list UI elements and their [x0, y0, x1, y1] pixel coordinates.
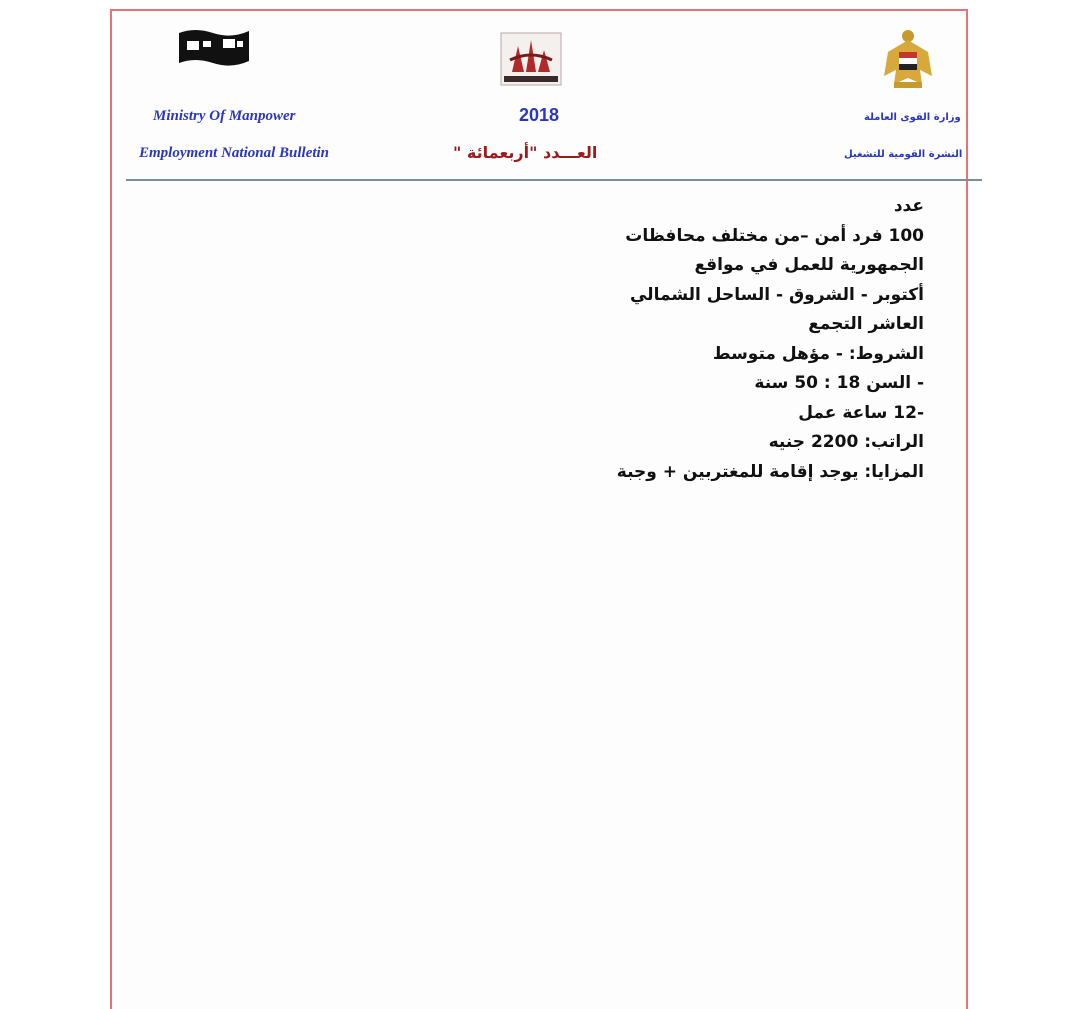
ad-line-benefits: المزايا: يوجد إقامة للمغتربين + وجبة — [616, 461, 924, 482]
ad-line-cities-2: العاشر التجمع — [808, 314, 924, 334]
bulletin-title-en: Employment National Bulletin — [139, 145, 330, 161]
ad-line-salary: الراتب: 2200 جنيه — [768, 432, 924, 452]
ad-line-cities: أكتوبر - الشروق - الساحل الشمالي — [629, 284, 924, 305]
flag-emblem-icon — [177, 27, 251, 69]
ad-line-positions: 100 فرد أمن –من مختلف محافظات — [625, 225, 924, 246]
bulletin-title-ar: النشرة القومية للتشغيل — [844, 149, 963, 160]
ad-line-age: - السن 18 : 50 سنة — [754, 373, 924, 393]
ad-line-count-label: عدد — [893, 196, 924, 216]
ministry-title-ar: وزارة القوى العاملة — [864, 112, 961, 123]
ministry-title-en: Ministry Of Manpower — [153, 108, 296, 124]
egypt-eagle-emblem-icon — [880, 26, 936, 92]
job-ad-text — [617, 192, 924, 487]
ad-line-hours: -12 ساعة عمل — [798, 402, 924, 423]
ad-line-locations: الجمهورية للعمل في مواقع — [694, 255, 924, 275]
bulletin-logo-icon — [500, 32, 562, 86]
header-divider — [126, 179, 982, 181]
ad-line-conditions: الشروط: - مؤهل متوسط — [712, 343, 924, 364]
issue-number: العـــدد "أربعمائة " — [453, 143, 598, 162]
bulletin-year: 2018 — [519, 105, 560, 125]
